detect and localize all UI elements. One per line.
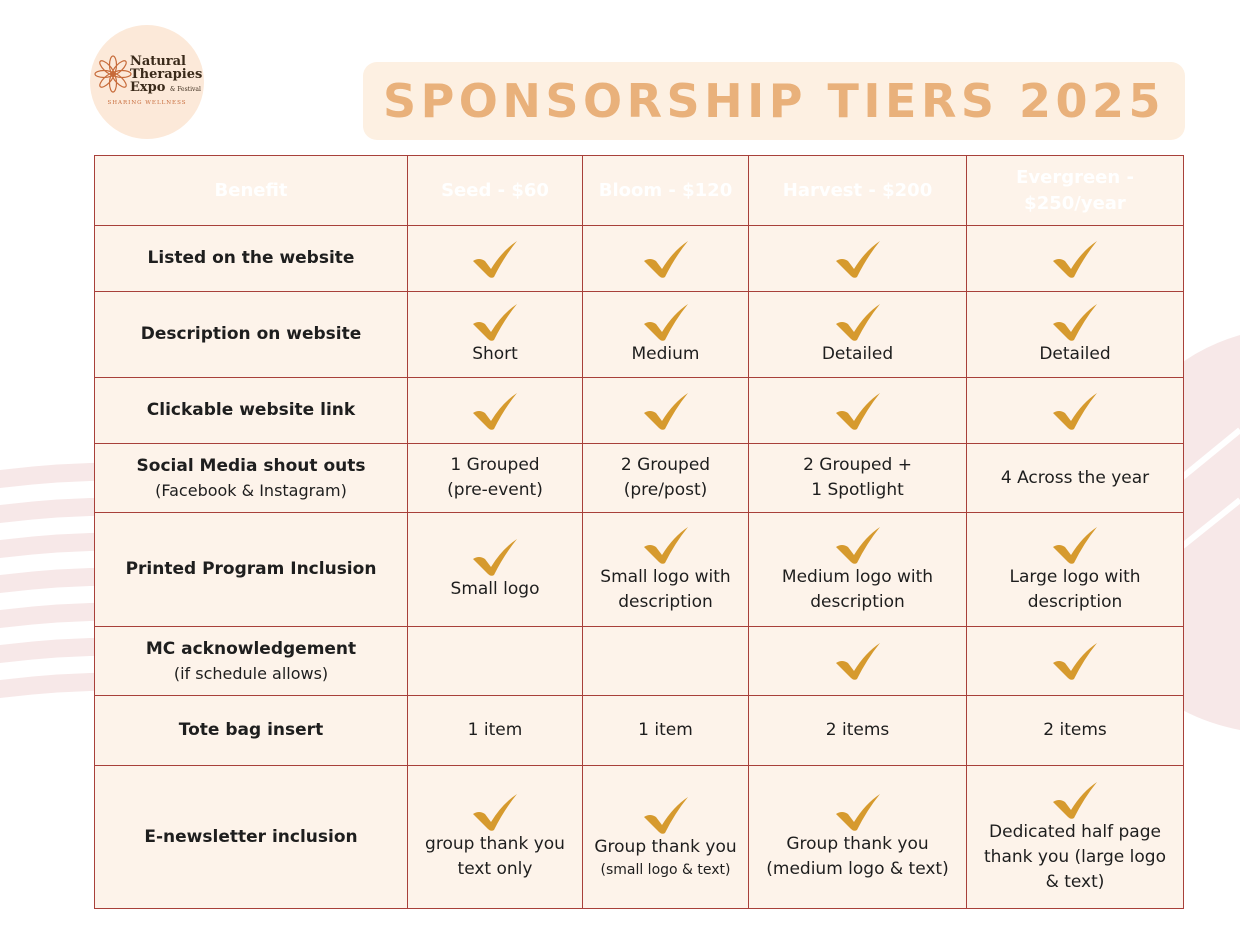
tier-cell-evergreen: [967, 696, 1184, 766]
tier-cell-text: 1 Grouped: [450, 455, 540, 475]
tier-cell-evergreen: [967, 378, 1184, 444]
tier-cell-evergreen: [967, 226, 1184, 292]
tier-cell-text: Large logo with: [1009, 566, 1141, 587]
tier-cell-harvest: [749, 292, 967, 378]
logo-line-3-small: & Festival: [169, 86, 201, 93]
tier-cell-harvest: [749, 766, 967, 909]
tier-cell-text: text only: [457, 859, 533, 879]
logo-line-2: Therapies: [130, 67, 203, 82]
logo-line-3: Expo: [130, 80, 166, 95]
tier-cell-text: 2 items: [1043, 720, 1107, 740]
tier-cell-text: Small logo with: [600, 566, 731, 587]
checkmark-icon: [641, 239, 691, 279]
tier-cell-text: (pre-event): [447, 480, 543, 500]
benefit-cell: [95, 444, 408, 513]
tier-cell-text: description: [810, 591, 905, 612]
checkmark-icon: [1050, 525, 1100, 565]
benefit-label: Description on website: [140, 324, 362, 344]
benefit-cell: [95, 766, 408, 909]
header-evergreen-line1: Evergreen -: [1016, 166, 1134, 188]
header-benefit: Benefit: [95, 156, 408, 226]
tier-cell-bloom: [583, 226, 749, 292]
tier-cell-text: 1 item: [467, 720, 523, 740]
tier-cell-harvest: [749, 378, 967, 444]
benefit-sublabel: (if schedule allows): [173, 663, 329, 683]
tier-cell-text: (small logo & text): [600, 861, 731, 878]
tier-cell-text: description: [1027, 591, 1123, 612]
tier-cell-evergreen: [967, 444, 1184, 513]
tier-cell-text: 4 Across the year: [1000, 467, 1150, 488]
benefit-label: Listed on the website: [147, 248, 355, 268]
benefit-label: Tote bag insert: [178, 720, 324, 740]
tier-cell-harvest: [749, 513, 967, 627]
checkmark-icon: [641, 302, 691, 342]
benefit-label: Social Media shout outs: [136, 455, 366, 476]
table-row: [95, 513, 1184, 627]
checkmark-icon: [470, 391, 520, 431]
checkmark-icon: [833, 525, 883, 565]
header-evergreen: [967, 156, 1184, 226]
tier-cell-bloom: [583, 444, 749, 513]
expo-logo: [90, 25, 204, 139]
sponsorship-table: [94, 155, 1184, 909]
tier-cell-text: 2 Grouped +: [803, 455, 912, 475]
table-row: [95, 226, 1184, 292]
tier-cell-evergreen: [967, 627, 1184, 696]
tier-cell-text: 2 Grouped: [620, 455, 711, 475]
title-banner: [363, 62, 1185, 140]
tier-cell-text: Detailed: [1039, 344, 1111, 364]
tier-cell-text: 2 items: [825, 720, 890, 740]
tier-cell-text: & text): [1045, 871, 1105, 892]
tier-cell-text: Group thank you: [594, 836, 737, 857]
checkmark-icon: [1050, 641, 1100, 681]
checkmark-icon: [833, 391, 883, 431]
tier-cell-text: thank you (large logo: [984, 846, 1166, 867]
tier-cell-text: Detailed: [821, 344, 894, 364]
benefit-cell: [95, 513, 408, 627]
checkmark-icon: [641, 795, 691, 835]
tier-cell-seed: [408, 513, 583, 627]
tier-cell-bloom: [583, 513, 749, 627]
tier-cell-evergreen: [967, 766, 1184, 909]
tier-cell-seed: [408, 226, 583, 292]
tier-cell-bloom: [583, 627, 749, 696]
tier-cell-bloom: [583, 378, 749, 444]
tier-cell-seed: [408, 627, 583, 696]
table-row: [95, 444, 1184, 513]
benefit-cell: [95, 627, 408, 696]
tier-cell-text: Medium logo with: [781, 566, 934, 587]
tier-cell-text: group thank you: [425, 834, 565, 854]
benefit-label: Printed Program Inclusion: [125, 559, 377, 579]
checkmark-icon: [641, 391, 691, 431]
tier-cell-bloom: [583, 766, 749, 909]
table-row: [95, 696, 1184, 766]
tier-cell-bloom: [583, 292, 749, 378]
checkmark-icon: [470, 792, 520, 832]
checkmark-icon: [833, 792, 883, 832]
tier-cell-text: (medium logo & text): [766, 859, 949, 879]
tier-cell-text: Dedicated half page: [989, 821, 1161, 842]
tier-cell-harvest: [749, 226, 967, 292]
header-seed: Seed - $60: [408, 156, 583, 226]
checkmark-icon: [833, 302, 883, 342]
tier-cell-text: Group thank you: [786, 834, 929, 854]
benefit-sublabel: (Facebook & Instagram): [155, 480, 347, 500]
benefit-label: MC acknowledgement: [145, 638, 357, 659]
logo-tagline: SHARING WELLNESS: [107, 100, 187, 106]
table-row: [95, 292, 1184, 378]
tier-cell-harvest: [749, 627, 967, 696]
tier-cell-text: (pre/post): [623, 480, 708, 500]
benefit-label: E-newsletter inclusion: [144, 826, 358, 847]
tier-cell-seed: [408, 444, 583, 513]
header-harvest: Harvest - $200: [749, 156, 967, 226]
tier-cell-text: description: [618, 591, 713, 612]
tier-cell-text: Small logo: [450, 579, 540, 599]
logo-line-1: Natural: [130, 54, 186, 69]
benefit-cell: [95, 292, 408, 378]
tier-cell-bloom: [583, 696, 749, 766]
checkmark-icon: [470, 302, 520, 342]
table-row: [95, 766, 1184, 909]
checkmark-icon: [833, 641, 883, 681]
checkmark-icon: [833, 239, 883, 279]
benefit-cell: [95, 378, 408, 444]
checkmark-icon: [1050, 302, 1100, 342]
logo-wordmark: [130, 55, 204, 96]
checkmark-icon: [641, 525, 691, 565]
tier-cell-harvest: [749, 696, 967, 766]
header-evergreen-line2: $250/year: [1024, 192, 1126, 214]
header-bloom: Bloom - $120: [583, 156, 749, 226]
tier-cell-seed: [408, 766, 583, 909]
benefit-cell: [95, 696, 408, 766]
tier-cell-text: Medium: [631, 344, 700, 364]
table-row: [95, 627, 1184, 696]
checkmark-icon: [1050, 391, 1100, 431]
tier-cell-harvest: [749, 444, 967, 513]
tier-cell-evergreen: [967, 292, 1184, 378]
tier-cell-seed: [408, 696, 583, 766]
benefit-label: Clickable website link: [146, 400, 356, 420]
checkmark-icon: [1050, 239, 1100, 279]
tier-cell-seed: [408, 378, 583, 444]
tier-cell-text: Short: [472, 344, 518, 364]
benefit-cell: [95, 226, 408, 292]
tier-cell-seed: [408, 292, 583, 378]
header-row: [95, 156, 1184, 226]
tier-cell-evergreen: [967, 513, 1184, 627]
table-row: [95, 378, 1184, 444]
tier-cell-text: 1 item: [638, 720, 693, 740]
tier-cell-text: 1 Spotlight: [811, 480, 904, 500]
flower-icon: [94, 55, 132, 93]
checkmark-icon: [470, 239, 520, 279]
checkmark-icon: [1050, 780, 1100, 820]
page-title: SPONSORSHIP TIERS 2025: [382, 74, 1166, 128]
checkmark-icon: [470, 537, 520, 577]
